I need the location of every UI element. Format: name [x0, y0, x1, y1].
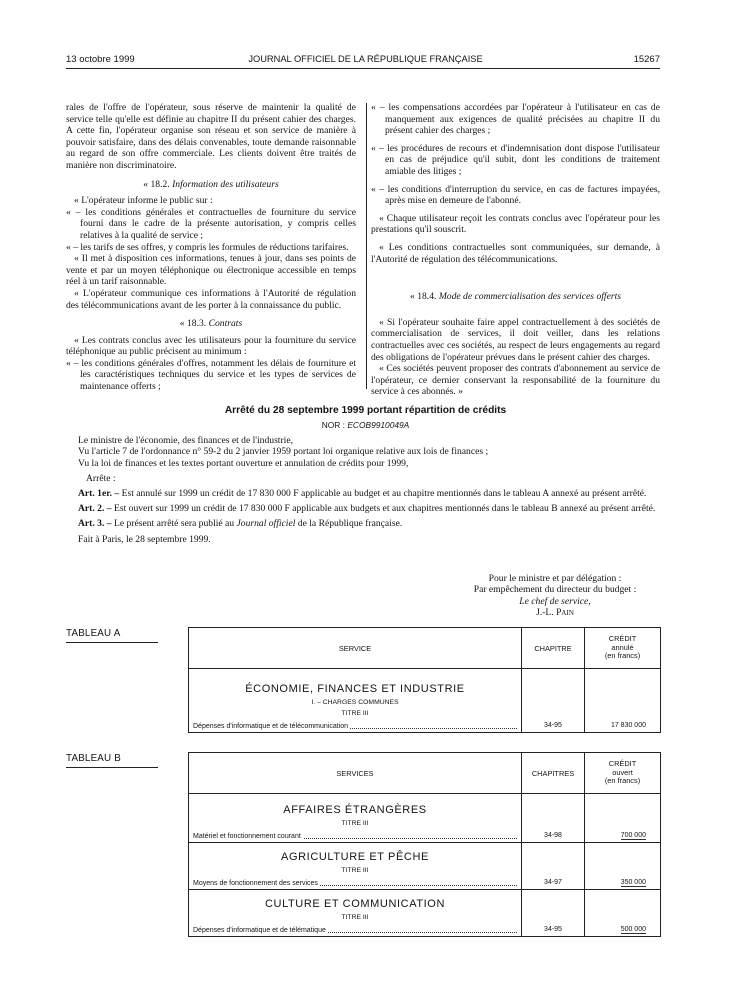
col-header-credit: [585, 753, 661, 794]
right-paragraph-1: « Chaque utilisateur reçoit les contrats conclus avec l'opérateur pour les prestations qu'il souscrit.: [371, 212, 660, 236]
tableau-b-section-row: [189, 890, 661, 922]
row-chapitre: 34-98: [522, 827, 585, 843]
row-chapitre: 34-95: [522, 717, 585, 733]
section-culture-communication: [189, 890, 522, 922]
section-number: « 18.4.: [410, 291, 437, 303]
header-date: 13 octobre 1999: [66, 54, 135, 65]
arrete-body: [66, 435, 660, 545]
section-heading-18-4: [371, 291, 660, 303]
journal-officiel-ref: Journal officiel: [236, 518, 296, 530]
tableau-a: [188, 627, 661, 733]
tableau-b: [188, 752, 661, 937]
section-title: ÉCONOMIE, FINANCES ET INDUSTRIE: [245, 683, 465, 695]
row-credit-value: 350 000: [620, 879, 646, 886]
credit-header-line-3: (en francs): [604, 776, 641, 786]
arrete-nor: [0, 420, 731, 430]
row-chapitre: 34-95: [522, 921, 585, 937]
section-agriculture-peche: [189, 843, 522, 875]
right-paragraph-4: « Ces sociétés peuvent proposer des contrats d'abonnement au service de l'opérateur, ce dernier conservant la responsabilité de la fourniture du service à ces abonnés. »: [371, 363, 660, 398]
tableau-b-section-row: [189, 794, 661, 828]
credit-header-line-2: ouvert: [612, 767, 633, 777]
right-list-item-1: « – les compensations accordées par l'opérateur à l'utilisateur en cas de manquement aux exigences de qualité précisées au chapitre II du présent cahier des charges ;: [371, 102, 660, 137]
tableau-b-header-row: [189, 753, 661, 794]
article-3-text-end: de la République française.: [297, 518, 403, 530]
right-column: [371, 102, 660, 398]
tableau-b-label: TABLEAU B: [66, 753, 121, 764]
section-heading-18-2: [66, 179, 356, 191]
row-credit-value: 700 000: [620, 832, 646, 839]
col-header-services: SERVICES: [189, 753, 522, 794]
article-3: [66, 518, 660, 529]
left-paragraph-3: « Il met à disposition ces informations, tenues à jour, dans ses points de vente et par un moyen téléphonique ou électronique accessible en temps réel à un tarif raisonnable.: [66, 253, 356, 288]
left-list-item-3: « – les conditions générales d'offres, notamment les délais de fourniture et les caractéristiques techniques du service et les types de services de maintenance offerts ;: [66, 357, 356, 393]
article-1-label: Art. 1er. –: [78, 487, 120, 499]
signature-line-1: Pour le ministre et par délégation :: [488, 573, 622, 584]
article-3-text: Le présent arrêté sera publié au: [113, 518, 235, 530]
arrete-decision-word: Arrête :: [86, 473, 116, 485]
credit-header-line-2: annulé: [611, 642, 634, 652]
section-affaires-etrangeres: [189, 794, 522, 828]
left-column: [66, 102, 356, 393]
article-2: [66, 503, 660, 514]
row-chapitre: 34-97: [522, 874, 585, 890]
section-subtitle: I. – CHARGES COMMUNES: [311, 699, 399, 706]
section-titre: TITRE III: [341, 710, 369, 717]
col-header-chapitres: CHAPITRES: [522, 753, 585, 794]
section-title: Information des utilisateurs: [172, 178, 279, 190]
section-titre: TITRE III: [341, 867, 369, 874]
row-credit-value: 500 000: [620, 926, 646, 933]
arrete-fait-line: Fait à Paris, le 28 septembre 1999.: [78, 533, 211, 545]
section-title: Mode de commercialisation des services offerts: [438, 291, 621, 303]
left-paragraph-1: rales de l'offre de l'opérateur, sous réserve de maintenir la qualité de service telle qu'elle est définie au chapitre II du présent cahier des charges. A cette fin, l'opérateur organise son réseau et son service de manière à pouvoir satisfaire, dans des délais convenables, toute demande raisonnable au regard de son offre commerciale. Les clients doivent être traités de manière non discriminatoire.: [66, 102, 356, 171]
section-title: CULTURE ET COMMUNICATION: [264, 898, 445, 910]
section-number: « 18.2.: [143, 178, 170, 190]
left-list-item-2: « – les tarifs de ses offres, y compris les formules de réductions tarifaires.: [66, 241, 349, 253]
row-label: Dépenses d'informatique et de télématique: [193, 927, 326, 934]
credit-header-line-3: (en francs): [604, 651, 641, 661]
arrete-vu-2: Vu la loi de finances et les textes portant ouverture et annulation de crédits pour 1999,: [78, 457, 409, 469]
section-title: AGRICULTURE ET PÊCHE: [281, 851, 429, 863]
credit-header-line-1: CRÉDIT: [608, 759, 637, 769]
left-paragraph-5: « Les contrats conclus avec les utilisateurs pour la fourniture du service téléphonique au public précisent au minimum :: [66, 334, 356, 358]
article-1-text: Est annulé sur 1999 un crédit de 17 830 000 F applicable au budget et au chapitre mentionnés dans le tableau A annexé au présent arrêté.: [121, 487, 647, 499]
tableau-b-label-rule: [66, 767, 158, 768]
row-label-cell: [189, 717, 522, 733]
row-label: Matériel et fonctionnement courant: [193, 833, 301, 840]
signature-line-2: Par empêchement du directeur du budget :: [473, 584, 637, 596]
article-3-label: Art. 3. –: [78, 518, 112, 530]
right-list-item-2: « – les procédures de recours et d'indemnisation dont dispose l'utilisateur en cas de préjudice qu'il subit, dont les conditions de traitement amiable des litiges ;: [371, 142, 660, 177]
section-title: AFFAIRES ÉTRANGÈRES: [283, 804, 427, 816]
row-credit: [585, 874, 661, 890]
signature-name: J.-L. Pain: [536, 607, 574, 619]
right-list-item-3: « – les conditions d'interruption du service, en cas de factures impayées, après mise en demeure de l'abonné.: [371, 183, 660, 207]
table-row: [189, 921, 661, 937]
table-row: [189, 717, 661, 733]
tableau-a-header-row: [189, 628, 661, 669]
arrete-title: Arrêté du 28 septembre 1999 portant répartition de crédits: [224, 405, 507, 416]
article-2-label: Art. 2. –: [78, 503, 112, 515]
signature-block: [440, 573, 670, 619]
row-label: Moyens de fonctionnement des services: [193, 880, 318, 887]
right-paragraph-2: « Les conditions contractuelles sont communiquées, sur demande, à l'Autorité de régulation des télécommunications.: [371, 241, 660, 265]
nor-code: ECOB9910049A: [347, 420, 410, 430]
section-heading-18-3: [66, 318, 356, 330]
right-paragraph-3: « Si l'opérateur souhaite faire appel contractuellement à des sociétés de commercialisation de services, il doit veiller, dans les relations contractuelles avec ces sociétés, au respect de leurs engagements au regard des obligations de l'opérateur prévues dans le présent cahier des charges.: [371, 316, 660, 363]
credit-header-line-1: CRÉDIT: [608, 634, 637, 644]
row-credit: [585, 827, 661, 843]
signature-line-3: [440, 596, 670, 607]
table-row: [189, 874, 661, 890]
col-header-credit: [585, 628, 661, 669]
col-header-service: SERVICE: [189, 628, 522, 669]
header-page-number: 15267: [633, 54, 660, 65]
section-titre: TITRE III: [341, 914, 369, 921]
article-1: [66, 488, 660, 499]
table-row: [189, 827, 661, 843]
tableau-a-label: TABLEAU A: [66, 628, 121, 639]
nor-label: NOR :: [321, 420, 345, 430]
row-label: Dépenses d'informatique et de télécommunication: [193, 723, 349, 730]
arrete-vu-1: Vu l'article 7 de l'ordonnance n° 59-2 du 2 janvier 1959 portant loi organique relative aux lois de finances ;: [78, 446, 489, 458]
arrete-minister-line: Le ministre de l'économie, des finances et de l'industrie,: [78, 435, 293, 446]
signature-role: Le chef de service,: [519, 595, 591, 607]
tableau-a-label-rule: [66, 642, 158, 643]
left-paragraph-2: « L'opérateur informe le public sur :: [74, 195, 213, 207]
article-2-text: Est ouvert sur 1999 un crédit de 17 830 000 F applicable aux budgets et aux chapitres mentionnés dans le tableau B annexé au présent arrêté.: [113, 503, 656, 515]
tableau-a-section: [189, 669, 522, 718]
left-paragraph-4: « L'opérateur communique ces informations à l'Autorité de régulation des télécommunications avant de les porter à la connaissance du public.: [66, 287, 356, 311]
row-credit: [585, 921, 661, 937]
tableau-a-section-row: [189, 669, 661, 718]
section-titre: TITRE III: [341, 820, 369, 827]
tableau-b-section-row: [189, 843, 661, 875]
section-title: Contrats: [208, 318, 243, 330]
col-header-chapitre: CHAPITRE: [522, 628, 585, 669]
left-list-item-1: « – les conditions générales et contractuelles de fourniture du service fourni dans le cadre de la présente autorisation, y compris celles relatives à la qualité de service ;: [66, 206, 356, 241]
column-divider: [366, 103, 367, 389]
header-rule: [66, 68, 660, 69]
header-journal-title: JOURNAL OFFICIEL DE LA RÉPUBLIQUE FRANÇAISE: [248, 54, 483, 64]
row-credit: 17 830 000: [585, 717, 661, 733]
section-number: « 18.3.: [179, 318, 207, 330]
